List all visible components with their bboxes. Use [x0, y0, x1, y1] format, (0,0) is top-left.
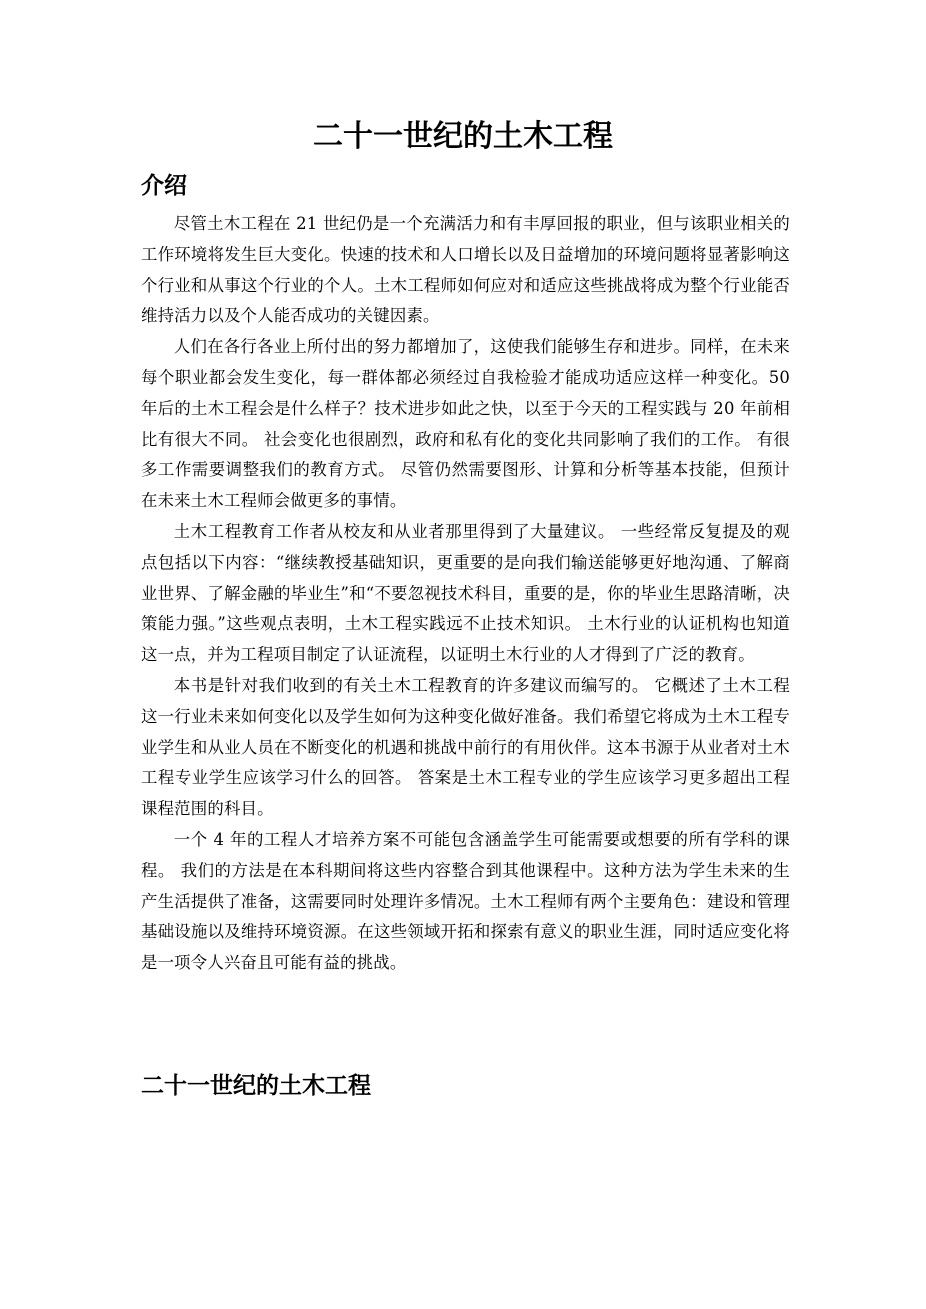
paragraph: 一个 4 年的工程人才培养方案不可能包含涵盖学生可能需要或想要的所有学科的课程。 我们的方法是在本科期间将这些内容整合到其他课程中。这种方法为学生未来的生产生活提供了准备，这需要同时处理许多情况。土木工程师有两个主要角色：建设和管理基础设施以及维持环境资源。在这些领域开拓和探索有意义的职业生涯，同时适应变化将是一项令人兴奋且可能有益的挑战。 — [141, 829, 790, 973]
paragraph: 土木工程教育工作者从校友和从业者那里得到了大量建议。 一些经常反复提及的观点包括以下内容：“继续教授基础知识，更重要的是向我们输送能够更好地沟通、了解商业世界、了解金融的毕业生”和“不要忽视技术科目，重要的是，你的毕业生思路清晰，决策能力强。”这些观点表明，土木工程实践远不止技术知识。 土木行业的认证机构也知道这一点，并为工程项目制定了认证流程，以证明土木行业的人才得到了广泛的教育。 — [141, 521, 790, 665]
intro-body — [141, 209, 790, 979]
document-title: 二十一世纪的土木工程 — [313, 119, 613, 154]
paragraph: 人们在各行各业上所付出的努力都增加了，这使我们能够生存和进步。同样，在未来每个职业都会发生变化，每一群体都必须经过自我检验才能成功适应这样一种变化。50 年后的土木工程会是什么样子？技术进步如此之快，以至于今天的工程实践与 20 年前相比有很大不同。 社会变化也很剧烈，政府和私有化的变化共同影响了我们的工作。 有很多工作需要调整我们的教育方式。 尽管仍然需要图形、计算和分析等基本技能，但预计在未来土木工程师会做更多的事情。 — [141, 337, 790, 511]
paragraph: 本书是针对我们收到的有关土木工程教育的许多建议而编写的。 它概述了土木工程这一行业未来如何变化以及学生如何为这种变化做好准备。我们希望它将成为土木工程专业学生和从业人员在不断变化的机遇和挑战中前行的有用伙伴。这本书源于从业者对土木工程专业学生应该学习什么的回答。 答案是土木工程专业的学生应该学习更多超出工程课程范围的科目。 — [141, 675, 790, 819]
section-heading-21st-century: 二十一世纪的土木工程 — [141, 1073, 371, 1099]
section-heading-intro: 介绍 — [141, 173, 187, 199]
paragraph: 尽管土木工程在 21 世纪仍是一个充满活力和有丰厚回报的职业，但与该职业相关的工作环境将发生巨大变化。快速的技术和人口增长以及日益增加的环境问题将显著影响这个行业和从事这个行业的个人。土木工程师如何应对和适应这些挑战将成为整个行业能否维持活力以及个人能否成功的关键因素。 — [141, 214, 790, 326]
